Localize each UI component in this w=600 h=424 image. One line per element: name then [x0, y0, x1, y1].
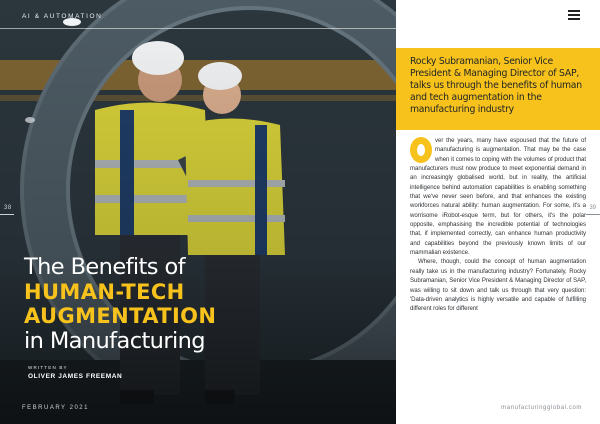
body-paragraph-2: Where, though, could the concept of human augmentation really take us in the manufacturing industry? Fortunately, Rocky Subramanian, Senior Vice President & Managing Director of SAP, was willing to sit down and talk us through that very question: 'Data-driven analytics is highly versatile and capable of fulfilling different roles for different	[410, 258, 586, 313]
article-headline	[24, 256, 324, 355]
headline-line-2: HUMAN-TECH	[24, 279, 185, 304]
body-paragraph-1-text: ver the years, many have espoused that the future of manufacturing is augmentation. That may be the case when it comes to coping with the volumes of product that manufacturers must now produce to meet exponential demand in an increasingly globalised world, but in reality, the artificial intelligence behind automation capabilities is enabling something that we've never seen before, and that enhances the existing workforces natural ability: human augmentation. For some, it's a worrisome iRobot-esque term, but for others, it's the polar opposite, emphasising the incredible potential of technologies that, if implemented correctly, can enhance human productivity and capabilities beyond the previously known limits of our mammalian existence.	[410, 137, 586, 257]
headline-line-3: AUGMENTATION	[24, 303, 217, 328]
article-body	[410, 136, 586, 314]
page-marker-right	[586, 214, 600, 215]
standfirst-text: Rocky Subramanian, Senior Vice President & Managing Director of SAP, talks us through the benefits of human and tech augmentation in the manufacturing industry	[410, 56, 582, 115]
site-url-link[interactable]: manufacturingglobal.com	[501, 405, 582, 411]
header-divider	[0, 28, 396, 29]
byline-label: WRITTEN BY	[28, 365, 68, 370]
body-paragraph-1	[410, 136, 586, 257]
page-number-left: 38	[4, 205, 12, 211]
dropcap-o-icon	[410, 137, 432, 163]
hamburger-menu-icon[interactable]	[568, 10, 580, 20]
headline-line-4: in Manufacturing	[24, 327, 205, 354]
page-marker-left	[0, 214, 14, 215]
page-number-right: 39	[589, 205, 596, 211]
standfirst-panel	[396, 48, 600, 130]
issue-date: FEBRUARY 2021	[22, 405, 89, 411]
byline-author: OLIVER JAMES FREEMAN	[28, 373, 123, 380]
right-page-article	[396, 0, 600, 424]
section-label: AI & AUTOMATION	[22, 13, 103, 20]
headline-line-1: The Benefits of	[24, 254, 185, 280]
